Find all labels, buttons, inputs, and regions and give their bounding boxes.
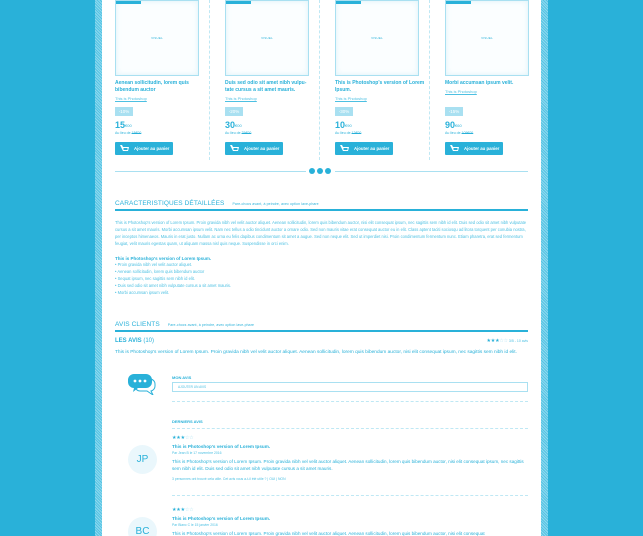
- features-list-title: This is Photoshop's version of Lorem Ipsum.: [115, 256, 212, 261]
- divider: [172, 428, 528, 429]
- product-image[interactable]: [115, 0, 199, 76]
- review-title: This is Photoshop's version of Lorem Ipsum.: [172, 516, 271, 521]
- reviews-intro: This is Photoshop's version of Lorem Ipsum. Proin gravida nibh vel velit auctor aliquet. Aenean sollicitudin, lorem quis bibendum auctor, nisi elit consequat ipsum, nec sagittis sem nibh id elit.: [115, 350, 517, 355]
- carousel-dot[interactable]: [325, 168, 331, 174]
- avatar: BC: [128, 517, 157, 536]
- right-border-stripe: [541, 0, 548, 536]
- list-item: • Proin gravida nibh vel velit auctor aliquet.: [115, 262, 193, 267]
- add-review-input[interactable]: AJOUTER UN AVIS: [172, 382, 528, 392]
- product-name[interactable]: Duis sed odio sit amet nibh vulpu-tate cursus a sit amet mauris.: [225, 80, 307, 93]
- product-image[interactable]: [335, 0, 419, 76]
- my-review-label: MON AVIS: [172, 375, 192, 380]
- product-flag: [116, 1, 141, 4]
- latest-reviews-label: DERNIERS AVIS: [172, 419, 203, 424]
- product-price: $90^{€60}$: [445, 120, 462, 130]
- product-price: $10^{€90}$: [335, 120, 352, 130]
- review-text: This is Photoshop's version of Lorem Ipsum. Proin gravida nibh vel velit auctor aliquet. Aenean sollicitudin, lorem quis bibendum auctor, nisi elit consequat ipsum, nec sagittis sem nibh id elit. Duis sed odio sit amet nibh vulputate cursus a sit amet mauris.: [172, 459, 524, 471]
- avatar: JP: [128, 445, 157, 474]
- add-to-cart-button[interactable]: Ajouter au panier: [445, 142, 503, 155]
- review-helpful-prompt[interactable]: 3 personnes ont trouvé cela utile. Cet avis vous a-t-il été utile ? | OUI | NON: [172, 477, 286, 481]
- product-flag: [226, 1, 251, 4]
- review-author: Par Jean B le 17 novembre 2016: [172, 451, 222, 455]
- features-description: This is Photoshop's version of Lorem Ipsum. Proin gravida nibh vel velit auctor aliquet. Aenean sollicitudin, lorem quis bibendum auctor, nisi elit consequat ipsum, nec sagittis sem nibh id elit. Duis sed odio sit amet nibh vulputate cursus a sit amet mauris. Morbi accumsan ipsum velit. Nam nec tellus a odio tincidunt auctor a ornare odio. Sed non mauris vitae erat consequat auctor eu in elit. Class aptent taciti sociosqu ad litora torquent per conubia nostra, per inceptos himenaeos. Mauris in erat justo. Nullam ac urna eu felis dapibus condimentum sit amet a augue. Sed non neque elit. Sed ut imperdiet nisi. Proin condimentum fermentum nunc. Etiam pharetra, erat sed fermentum feugiat, velit mauris egestas quam, ut aliquam massa nisl quis neque. Suspendisse in orci enim.: [115, 220, 527, 246]
- visual-placeholder: VISUEL: [261, 36, 273, 40]
- old-price: Au lieu de 25€00: [225, 131, 252, 135]
- page-content: [102, 0, 541, 536]
- carousel-dot[interactable]: [317, 168, 323, 174]
- product-card[interactable]: [225, 0, 323, 160]
- product-name[interactable]: Aenean sollicitudin, lorem quis bibendum auctor: [115, 80, 189, 93]
- product-brand-link[interactable]: This is Photoshop: [225, 96, 257, 101]
- product-brand-link[interactable]: This is Photoshop: [445, 89, 477, 94]
- star-rating-icon: ★★★☆☆: [172, 507, 194, 513]
- basket-icon: [450, 145, 459, 152]
- basket-icon: [230, 145, 239, 152]
- chat-bubbles-icon: [128, 373, 156, 395]
- features-section-title: CARACTERISTIQUES DÉTAILLÉES Pare-chocs avant, à peindre, avec option lave-phare: [115, 200, 319, 207]
- review-author: Par Blanc C le 15 janvier 2016: [172, 523, 218, 527]
- basket-icon: [120, 145, 129, 152]
- review-title: This is Photoshop's version of Lorem Ipsum.: [172, 444, 271, 449]
- list-item: • Aenean sollicitudin, lorem quis bibendum auctor: [115, 268, 205, 274]
- star-rating-icon: ★★★☆☆: [172, 435, 194, 441]
- product-flag: [336, 1, 361, 4]
- discount-badge: -10%: [115, 107, 133, 116]
- product-card[interactable]: [445, 0, 541, 160]
- product-card[interactable]: [335, 0, 433, 160]
- reviews-heading: LES AVIS (10): [115, 338, 155, 344]
- divider: [172, 401, 528, 402]
- product-carousel: [102, 0, 541, 160]
- product-image[interactable]: [445, 0, 529, 76]
- features-list: [115, 262, 231, 297]
- list-item: • Sequat ipsum, nec sagittis sem nibh id elit.: [115, 275, 195, 281]
- divider: [335, 171, 528, 172]
- section-rule: [115, 209, 528, 211]
- section-rule: [115, 330, 528, 332]
- list-item: • Morbi accumsan ipsum velit.: [115, 289, 170, 295]
- review-text: This is Photoshop's version of Lorem Ipsum. Proin gravida nibh vel velit auctor aliquet. Aenean sollicitudin, lorem quis bibendum auctor, nisi elit consequat: [172, 531, 485, 536]
- add-to-cart-button[interactable]: Ajouter au panier: [225, 142, 283, 155]
- product-price: $15^{€00}$: [115, 120, 132, 130]
- product-image[interactable]: [225, 0, 309, 76]
- product-price: $30^{€00}$: [225, 120, 242, 130]
- reviews-section-title: AVIS CLIENTS Pare-chocs avant, à peindre, avec option lave-phare: [115, 321, 255, 328]
- star-rating-icon: ★★★☆☆: [486, 338, 508, 344]
- visual-placeholder: VISUEL: [151, 36, 163, 40]
- divider: [172, 495, 528, 496]
- product-brand-link[interactable]: This is Photoshop: [335, 96, 367, 101]
- product-card[interactable]: [115, 0, 213, 160]
- visual-placeholder: VISUEL: [481, 36, 493, 40]
- features-subtitle: Pare-chocs avant, à peindre, avec option lave-phare: [232, 202, 319, 206]
- carousel-dot[interactable]: [309, 168, 315, 174]
- left-border-stripe: [95, 0, 102, 536]
- discount-badge: -30%: [335, 107, 353, 116]
- discount-badge: -15%: [445, 107, 463, 116]
- old-price: Au lieu de 105€00: [445, 131, 474, 135]
- product-flag: [446, 1, 471, 4]
- add-to-cart-button[interactable]: Ajouter au panier: [115, 142, 173, 155]
- old-price: Au lieu de 18€00: [115, 131, 142, 135]
- product-name[interactable]: This is Photoshop's version of Lorem Ipsum.: [335, 80, 425, 93]
- reviews-subtitle: Pare-chocs avant, à peindre, avec option lave-phare: [167, 323, 255, 327]
- visual-placeholder: VISUEL: [371, 36, 383, 40]
- product-brand-link[interactable]: This is Photoshop: [115, 96, 147, 101]
- list-item: • Duis sed odio sit amet nibh vulputate cursus a sit amet mauris.: [115, 282, 232, 288]
- add-to-cart-button[interactable]: Ajouter au panier: [335, 142, 393, 155]
- basket-icon: [340, 145, 349, 152]
- divider: [115, 171, 306, 172]
- discount-badge: -20%: [225, 107, 243, 116]
- product-name[interactable]: Morbi accumsan ipsum velit.: [445, 80, 514, 86]
- old-price: Au lieu de 12€00: [335, 131, 362, 135]
- rating-summary: ★★★☆☆ 3/5 - 10 avis: [486, 338, 528, 344]
